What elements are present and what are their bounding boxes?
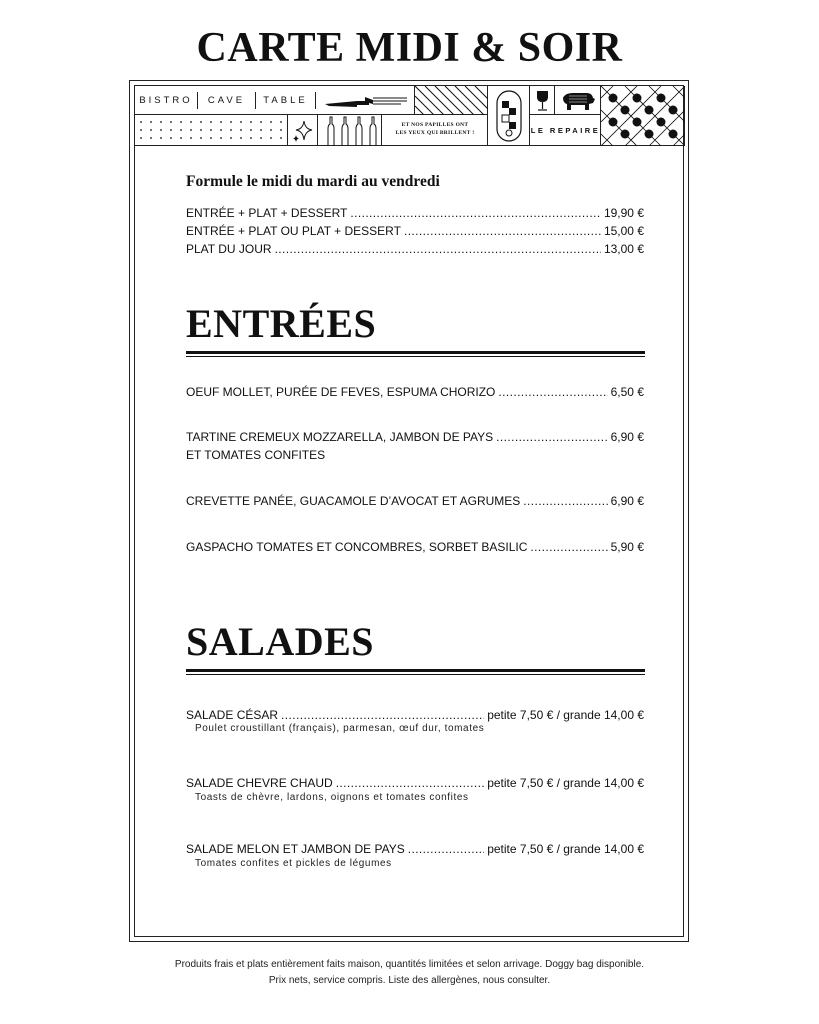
salade-description: Toasts de chèvre, lardons, oignons et tomates confites xyxy=(195,792,469,803)
formule-item-name: PLAT DU JOUR xyxy=(186,242,272,256)
wine-glass-icon xyxy=(534,90,551,112)
wine-bottles-icon xyxy=(320,115,380,146)
leader-dots xyxy=(408,842,484,856)
salade-line xyxy=(186,776,644,790)
entree-price: 6,90 € xyxy=(610,430,644,444)
logo-emblem-icon xyxy=(493,89,525,143)
entree-line xyxy=(186,430,644,444)
section-rule-thin xyxy=(186,356,645,357)
entree-price: 5,90 € xyxy=(610,540,644,554)
entree-line xyxy=(186,385,644,399)
header-banner xyxy=(135,86,685,146)
formule-item-price: 13,00 € xyxy=(603,242,644,256)
formule-line xyxy=(186,206,644,220)
formule-item-name: ENTRÉE + PLAT OU PLAT + DESSERT xyxy=(186,224,401,238)
formule-line xyxy=(186,224,644,238)
salade-description: Tomates confites et pickles de légumes xyxy=(195,858,392,869)
entree-line xyxy=(186,540,644,554)
formule-line xyxy=(186,242,644,256)
salade-name: SALADE CHEVRE CHAUD xyxy=(186,776,333,790)
nav-cave: CAVE xyxy=(198,92,256,109)
footer-note-line-1: Produits frais et plats entièrement faits maison, quantités limitées et selon arrivage. Doggy bag disponible. xyxy=(174,959,645,970)
entree-price: 6,90 € xyxy=(610,494,644,508)
dots-pattern-icon xyxy=(601,86,685,146)
dot-grid-icon xyxy=(139,119,285,143)
entree-price: 6,50 € xyxy=(610,385,644,399)
formule-item-price: 15,00 € xyxy=(603,224,644,238)
leader-dots xyxy=(498,385,607,399)
knife-icon xyxy=(321,92,409,110)
leader-dots xyxy=(523,494,607,508)
leader-dots xyxy=(404,224,601,238)
stripes-pattern-icon xyxy=(415,86,488,115)
nav-table: TABLE xyxy=(256,92,316,109)
brand-name: LE REPAIRE xyxy=(530,126,601,135)
entree-line xyxy=(186,494,644,508)
formule-item-price: 19,90 € xyxy=(603,206,644,220)
section-rule xyxy=(186,669,645,672)
salade-price: petite 7,50 € / grande 14,00 € xyxy=(487,708,644,722)
salade-name: SALADE CÉSAR xyxy=(186,708,279,722)
leader-dots xyxy=(530,540,607,554)
salade-price: petite 7,50 € / grande 14,00 € xyxy=(487,842,644,856)
footer-note-line-2: Prix nets, service compris. Liste des allergènes, nous consulter. xyxy=(268,975,551,986)
sparkle-icon xyxy=(291,118,315,144)
leader-dots xyxy=(336,776,485,790)
entree-name: GASPACHO TOMATES ET CONCOMBRES, SORBET BASILIC xyxy=(186,540,528,554)
leader-dots xyxy=(496,430,607,444)
entree-name: TARTINE CREMEUX MOZZARELLA, JAMBON DE PAYS xyxy=(186,430,494,444)
section-title-salades: SALADES xyxy=(186,619,375,664)
entree-line-continued xyxy=(186,448,644,462)
formule-title: Formule le midi du mardi au vendredi xyxy=(186,173,440,190)
section-title-entrees: ENTRÉES xyxy=(186,301,377,346)
leader-dots xyxy=(275,242,601,256)
section-rule-thin xyxy=(186,674,645,675)
tagline-line-1: ET NOS PAPILLES ONT xyxy=(401,122,469,128)
salade-description: Poulet croustillant (français), parmesan, œuf dur, tomates xyxy=(195,723,485,734)
leader-dots xyxy=(281,708,484,722)
page-title: CARTE MIDI & SOIR xyxy=(196,25,623,71)
entree-name: CREVETTE PANÉE, GUACAMOLE D’AVOCAT ET AGRUMES xyxy=(186,494,521,508)
entree-name: OEUF MOLLET, PURÉE DE FEVES, ESPUMA CHORIZO xyxy=(186,385,496,399)
leader-dots xyxy=(350,206,601,220)
nav-bistro: BISTRO xyxy=(135,92,198,109)
tagline-line-2: LES YEUX QUI BRILLENT ! xyxy=(395,130,475,136)
formule-item-name: ENTRÉE + PLAT + DESSERT xyxy=(186,206,348,220)
salade-line xyxy=(186,708,644,722)
salade-price: petite 7,50 € / grande 14,00 € xyxy=(487,776,644,790)
entree-name-continued: ET TOMATES CONFITES xyxy=(186,448,326,462)
pig-icon xyxy=(559,90,597,112)
salade-name: SALADE MELON ET JAMBON DE PAYS xyxy=(186,842,405,856)
section-rule xyxy=(186,351,645,354)
salade-line xyxy=(186,842,644,856)
